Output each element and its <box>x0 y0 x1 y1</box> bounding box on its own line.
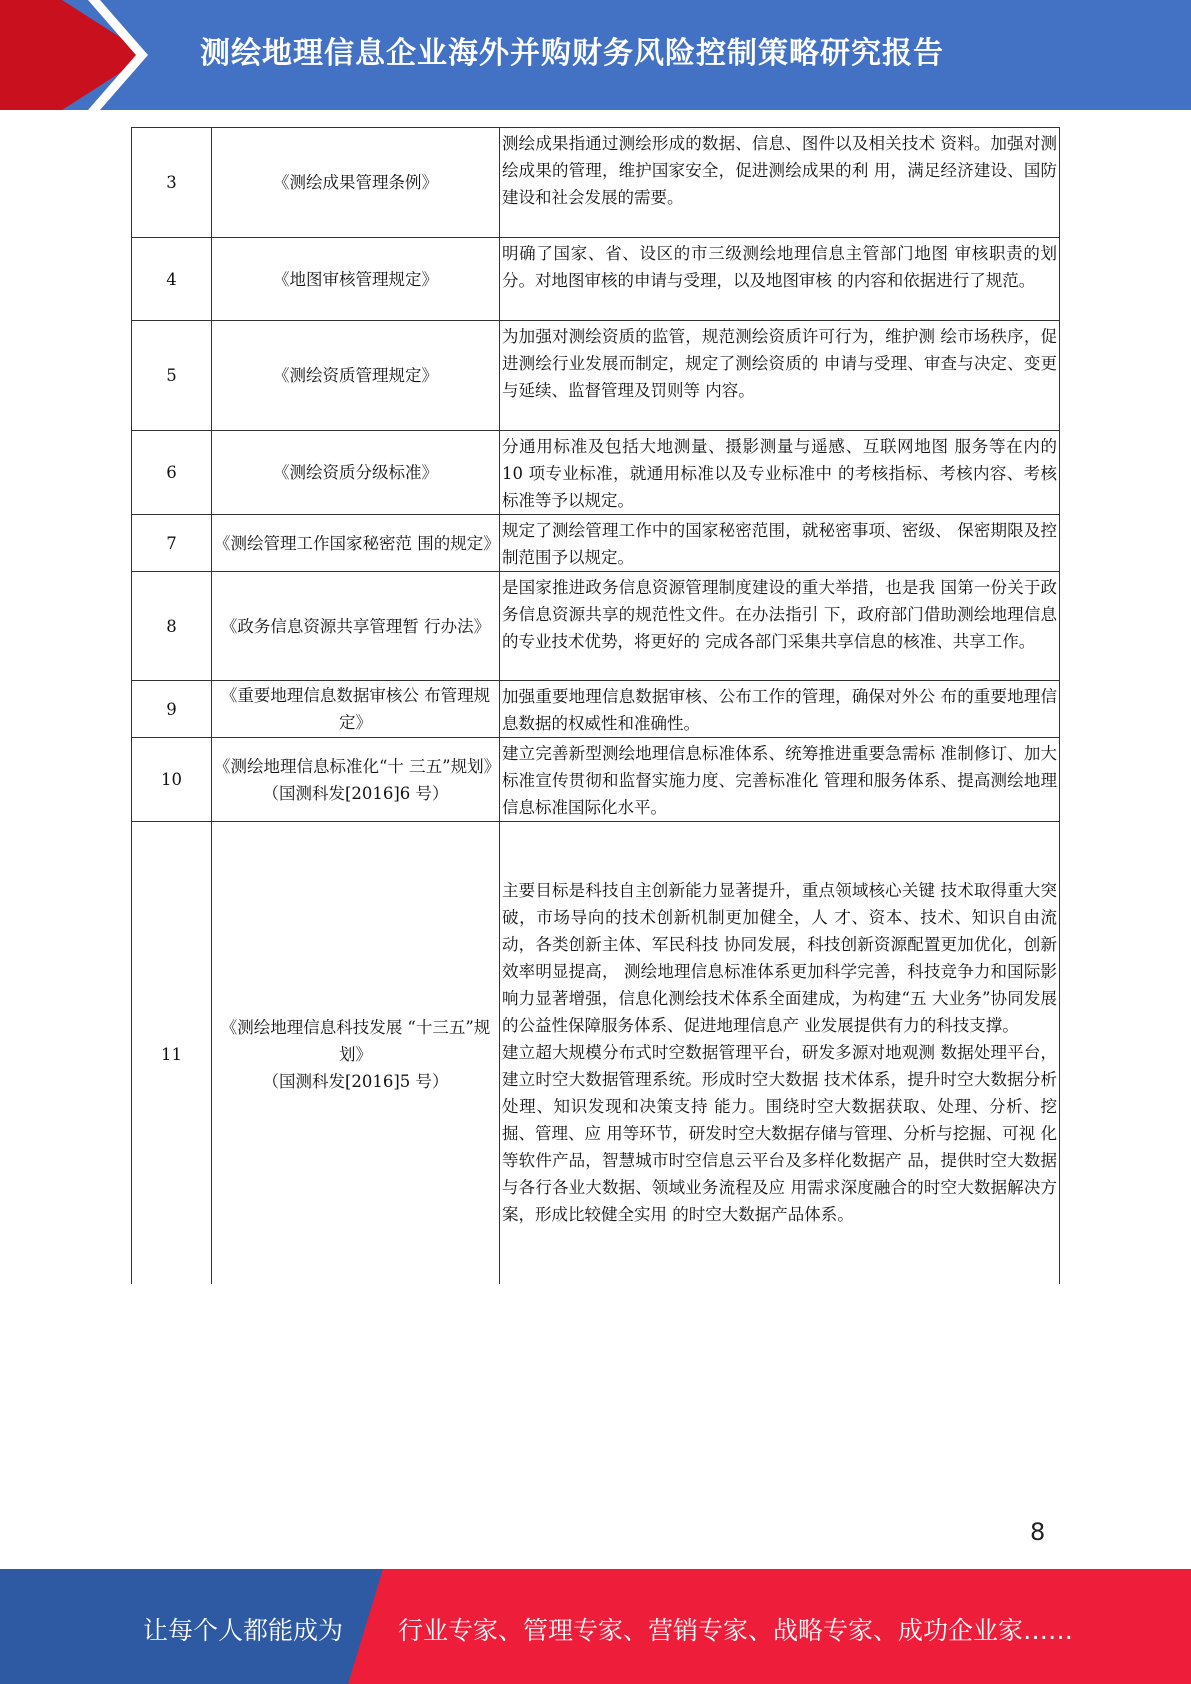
regulation-description: 测绘成果指通过测绘形成的数据、信息、图件以及相关技术 资料。加强对测绘成果的管理，维护国家安全，促进测绘成果的利 用，满足经济建设、国防建设和社会发展的需要。 <box>502 134 1057 207</box>
regulation-name: 《地图审核管理规定》 <box>273 269 438 289</box>
regulation-name-cell <box>212 738 500 822</box>
row-number: 5 <box>132 321 212 431</box>
regulation-description: 是国家推进政务信息资源管理制度建设的重大举措，也是我 国第一份关于政务信息资源共享的规范性文件。在办法指引 下，政府部门借助测绘地理信息的专业技术优势，将更好的 完成各部门采集共享信息的核准、共享工作。 <box>502 578 1057 651</box>
regulation-table-body <box>132 128 1060 1285</box>
report-title: 测绘地理信息企业海外并购财务风险控制策略研究报告 <box>200 36 944 71</box>
regulation-description: 为加强对测绘资质的监管，规范测绘资质许可行为，维护测 绘市场秩序，促进测绘行业发展而制定，规定了测绘资质的 申请与受理、审查与决定、变更与延续、监督管理及罚则等 内容。 <box>502 327 1057 400</box>
regulation-description-cell <box>500 572 1060 681</box>
regulation-description-cell <box>500 738 1060 822</box>
regulation-description: 建立完善新型测绘地理信息标准体系、统筹推进重要急需标 准制修订、加大标准宣传贯彻和监督实施力度、完善标准化 管理和服务体系、提高测绘地理信息标准国际化水平。 <box>502 744 1057 817</box>
regulation-name-cell <box>212 681 500 738</box>
regulation-description-cell <box>500 321 1060 431</box>
row-number: 3 <box>132 128 212 238</box>
page-number: 8 <box>1030 1518 1046 1546</box>
regulation-description: 分通用标准及包括大地测量、摄影测量与遥感、互联网地图 服务等在内的 10 项专业标准，就通用标准以及专业标准中 的考核指标、考核内容、考核标准等予以规定。 <box>502 437 1057 510</box>
regulation-description-cell <box>500 238 1060 321</box>
row-number: 10 <box>132 738 212 822</box>
row-number: 4 <box>132 238 212 321</box>
regulation-name-cell <box>212 572 500 681</box>
regulation-name-cell <box>212 431 500 515</box>
table-row <box>132 431 1060 515</box>
table-row <box>132 681 1060 738</box>
regulation-name-cell <box>212 822 500 1285</box>
regulation-name: （国测科发[2016]6 号） <box>262 783 449 803</box>
regulation-description-cell <box>500 681 1060 738</box>
regulation-description-cell <box>500 822 1060 1285</box>
regulation-description: 建立超大规模分布式时空数据管理平台，研发多源对地观测 数据处理平台，建立时空大数据管理系统。形成时空大数据 技术体系，提升时空大数据分析处理、知识发现和决策支持 能力。围绕时空大数据获取、处理、分析、挖掘、管理、应 用等环节，研发时空大数据存储与管理、分析与挖掘、可视 化等软件产品，智慧城市时空信息云平台及多样化数据产 品，提供时空大数据与各行各业大数据、领域业务流程及应 用需求深度融合的时空大数据解决方案，形成比较健全实用 的时空大数据产品体系。 <box>502 1043 1057 1224</box>
regulation-name-cell <box>212 128 500 238</box>
row-number: 9 <box>132 681 212 738</box>
footer-banner <box>0 1569 1191 1684</box>
table-row <box>132 738 1060 822</box>
regulation-name-cell <box>212 515 500 572</box>
regulation-description: 加强重要地理信息数据审核、公布工作的管理，确保对外公 布的重要地理信息数据的权威性和准确性。 <box>502 687 1057 733</box>
row-number: 8 <box>132 572 212 681</box>
regulation-name-cell <box>212 321 500 431</box>
header-banner <box>0 0 1191 110</box>
table-row <box>132 238 1060 321</box>
regulation-name-cell <box>212 238 500 321</box>
regulation-name: 《测绘成果管理条例》 <box>273 173 438 192</box>
regulation-name: 《政务信息资源共享管理暂 行办法》 <box>220 616 491 636</box>
row-number: 11 <box>132 822 212 1285</box>
regulation-name: 《测绘地理信息科技发展 “十三五”规划》 <box>220 1018 491 1064</box>
footer-slogan-right: 行业专家、管理专家、营销专家、战略专家、成功企业家…… <box>398 1616 1074 1645</box>
row-number: 6 <box>132 431 212 515</box>
regulation-table <box>131 127 1060 1284</box>
regulation-name: 《测绘资质分级标准》 <box>273 463 438 482</box>
table-row <box>132 822 1060 1285</box>
regulation-table-wrap <box>131 127 1060 1284</box>
regulation-description: 明确了国家、省、设区的市三级测绘地理信息主管部门地图 审核职责的划分。对地图审核的申请与受理，以及地图审核 的内容和依据进行了规范。 <box>502 244 1057 290</box>
regulation-description: 规定了测绘管理工作中的国家秘密范围，就秘密事项、密级、 保密期限及控制范围予以规定。 <box>502 521 1057 567</box>
table-row <box>132 572 1060 681</box>
regulation-name: 《测绘管理工作国家秘密范 围的规定》 <box>214 533 500 553</box>
regulation-description-cell <box>500 515 1060 572</box>
table-row <box>132 515 1060 572</box>
regulation-name: 《重要地理信息数据审核公 布管理规定》 <box>220 686 491 732</box>
regulation-name: 《测绘地理信息标准化“十 三五”规划》 <box>214 756 501 776</box>
regulation-description-cell <box>500 431 1060 515</box>
regulation-name: （国测科发[2016]5 号） <box>262 1072 449 1091</box>
footer-slogan-left: 让每个人都能成为 <box>143 1616 344 1645</box>
table-row <box>132 321 1060 431</box>
table-row <box>132 128 1060 238</box>
regulation-description: 主要目标是科技自主创新能力显著提升，重点领域核心关键 技术取得重大突破，市场导向的技术创新机制更加健全，人 才、资本、技术、知识自由流动，各类创新主体、军民科技 协同发展，科技创新资源配置更加优化，创新效率明显提高， 测绘地理信息标准体系更加科学完善，科技竞争力和国际影 响力显著增强，信息化测绘技术体系全面建成，为构建“五 大业务”协同发展的公益性保障服务体系、促进地理信息产 业发展提供有力的科技支撑。 <box>502 881 1057 1035</box>
regulation-name: 《测绘资质管理规定》 <box>273 366 438 385</box>
row-number: 7 <box>132 515 212 572</box>
regulation-description-cell <box>500 128 1060 238</box>
